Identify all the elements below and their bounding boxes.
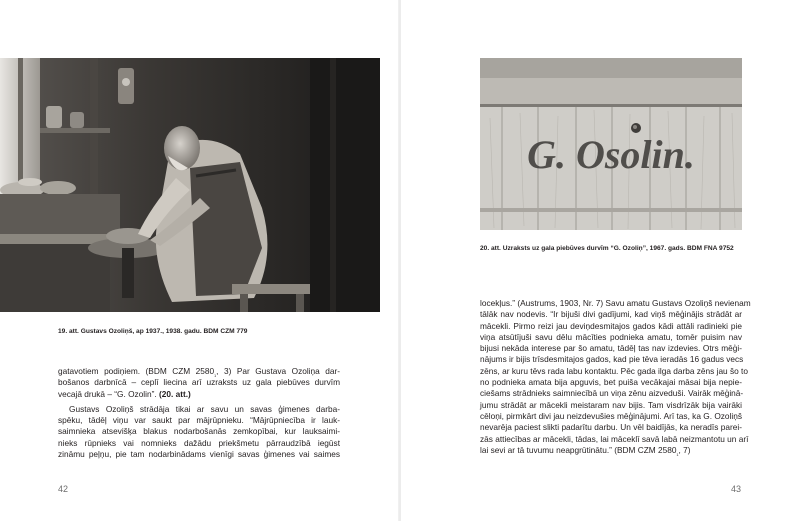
text-line: nājums ir bijis trīsdesmitajos gados, kad pie tēva ieradās 16 gadus vecs [480, 354, 744, 365]
text-line: saimnieka atsevišķa blakus nodarbošanās zemkopībai, kur lauksaimi- [58, 426, 340, 437]
text-line: no podnieka amata bija apguvis, bet puiša vecākajai māsai bija nepie- [480, 377, 742, 388]
page-number-left: 42 [58, 484, 69, 494]
text-line: bošanos darbnīcā – ceplī liecina arī uzraksts uz gala piebūves durvīm [58, 377, 340, 388]
left-page [0, 0, 399, 521]
figure-caption-20: 20. att. Uzraksts uz gala piebūves durvīm “G. Ozoliņ”, 1967. gads. BDM FNA 9752 [480, 245, 734, 252]
text-line: Gustavs Ozoliņš strādāja tikai ar savu un savas ģimenes darba- [69, 403, 340, 414]
text-line: zināmu peļņu, pie tam nodarbinādams vienīgi savas ģimenes vai saimes [58, 449, 340, 460]
text-line: nevarēja paciest slikti padarītu darbu. Un vēl baidījās, ka neradīs parei- [480, 422, 742, 433]
figure-caption-19: 19. att. Gustavs Ozoliņš, ap 1937., 1938. gadu. BDM CZM 779 [58, 328, 248, 335]
text-line: cēloņi, pirmkārt divi jau neizdevušies mēģinājumi. Arī tas, ka G. Ozoliņš [480, 410, 742, 421]
right-page [401, 0, 800, 521]
text-line: tālāk nav nodevis. “Ir bijuši divi gadījumi, kad viņš mēģinājis strādāt ar [480, 309, 742, 320]
left-body-text [58, 366, 340, 460]
potter-photo-image [0, 58, 380, 312]
potter-photo [0, 58, 380, 312]
door-inscription-photo [480, 58, 742, 230]
painted-inscription: G. Osolin. [527, 132, 695, 177]
text-line: vecajā drukā – “G. Ozolin”. (20. att.) [58, 388, 191, 399]
text-line: locekļus.” (Austrums, 1903, Nr. 7) Savu amatu Gustavs Ozoliņš nevienam [480, 298, 751, 308]
text-line: jumu strādāt ar mācekli meistaram nav bijis. Tam visdrīzāk bija vairāki [480, 399, 742, 410]
text-line: ciešams strādnieks saimniecībā un viņa zēnu aizveduši. Vairāk mēģinā- [480, 388, 744, 399]
right-body-text [480, 298, 751, 458]
figure-reference: (20. att.) [159, 388, 191, 399]
text-line: lai sevi ar tā tuvumu neapgrūtinātu.” (BDM CZM $2580_{_1}$, 7) [480, 444, 691, 458]
door-inscription-image [480, 58, 742, 230]
text-line: spēku, tādēļ viņu var saukt par mājrūpnieku. “Mājrūpniecība ir lauk- [58, 415, 340, 426]
text-line: zēns, ar kuru tēvs rada labu kontaktu. Pēc gada ilga darba zēns jau šo to [480, 365, 748, 376]
text-line: viņa atsūtījuši savu dēlu mācīties podnieka amatu, tomēr puisim nav [480, 331, 742, 342]
text-line: bijusi nekāda interese par šo amatu, tādēļ tas nav izdevies. Otrs mēģi- [480, 343, 742, 354]
text-line: gatavotiem podiņiem. (BDM CZM $2580_{_1}$, 3) Par Gustava Ozoliņa dar- [58, 366, 340, 379]
page-number-right: 43 [731, 484, 742, 494]
text-line: mācekli. Pirmo reizi jau deviņdesmitajos gados kādi attāli radinieki pie [480, 320, 742, 331]
text-line: nieks rūpnieks vai nomnieks dažādu priekšmetu pārraudzībā iegūst [58, 437, 340, 448]
text-line: zās attiecības ar mācekli, tādas, lai māceklī savā labā neizmantotu un arī [480, 433, 749, 444]
